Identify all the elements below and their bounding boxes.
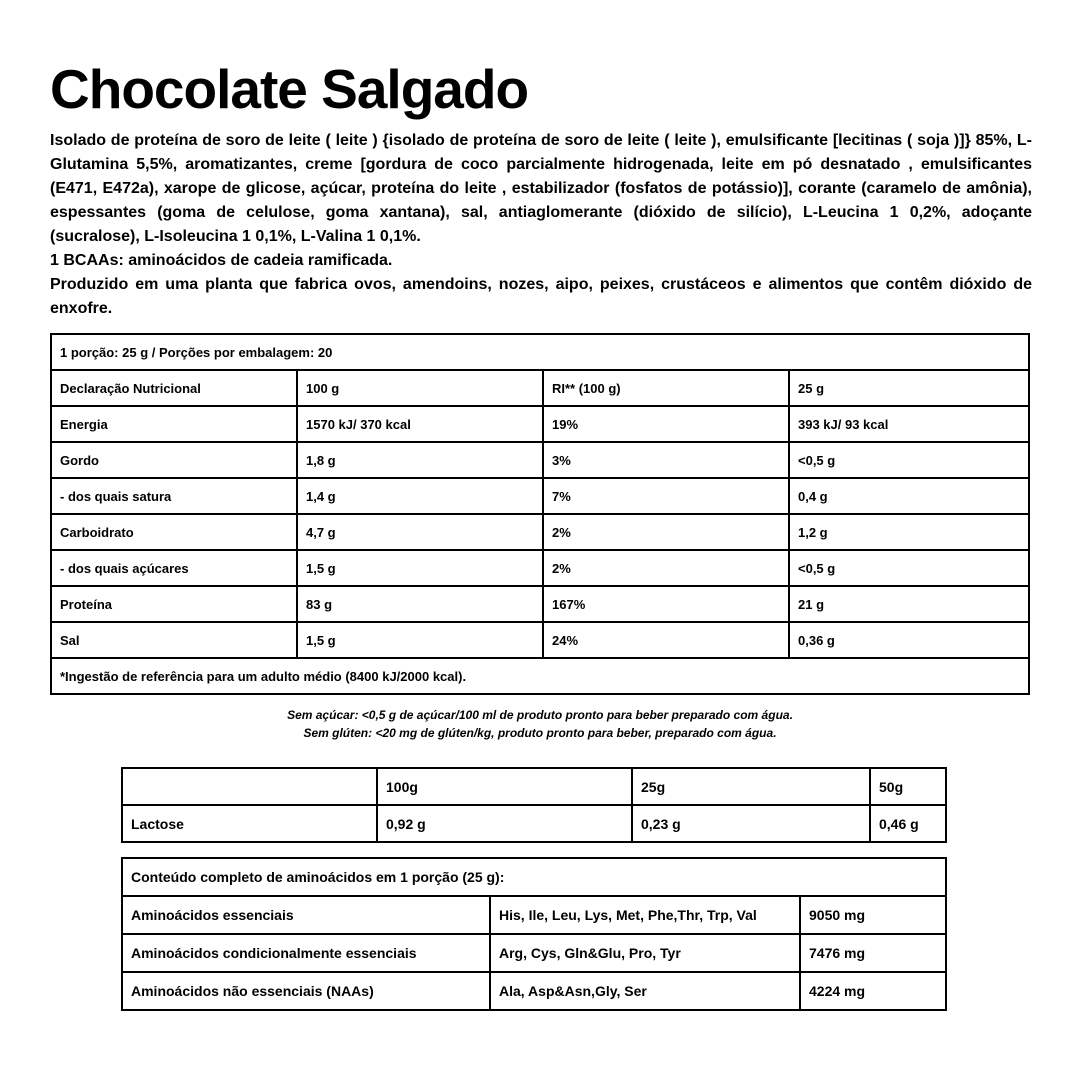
table-cell: <0,5 g: [789, 550, 1029, 586]
table-cell: 0,92 g: [377, 805, 632, 842]
table-header-row: [51, 370, 1029, 406]
column-header: 25g: [632, 768, 870, 805]
nutrition-table: [50, 333, 1030, 695]
serving-info: 1 porção: 25 g / Porções por embalagem: 20: [51, 334, 1029, 370]
table-cell: Proteína: [51, 586, 297, 622]
table-cell: 1,5 g: [297, 622, 543, 658]
table-cell: 2%: [543, 514, 789, 550]
table-row: [122, 805, 946, 842]
table-cell: 0,4 g: [789, 478, 1029, 514]
bcaa-note: 1 BCAAs: aminoácidos de cadeia ramificada.: [50, 252, 393, 269]
table-cell: 21 g: [789, 586, 1029, 622]
table-row: [51, 586, 1029, 622]
sugar-free-note: Sem açúcar: <0,5 g de açúcar/100 ml de produto pronto para beber preparado com água.: [287, 708, 793, 722]
table-cell: Aminoácidos não essenciais (NAAs): [122, 972, 490, 1010]
table-row: [122, 972, 946, 1010]
table-cell: 1,5 g: [297, 550, 543, 586]
table-cell: Ala, Asp&Asn,Gly, Ser: [490, 972, 800, 1010]
table-row: [51, 550, 1029, 586]
table-cell: 7%: [543, 478, 789, 514]
table-row: [51, 622, 1029, 658]
table-cell: Sal: [51, 622, 297, 658]
table-cell: 19%: [543, 406, 789, 442]
lactose-table: [121, 767, 947, 843]
reference-intake-note: *Ingestão de referência para um adulto médio (8400 kJ/2000 kcal).: [51, 658, 1029, 694]
product-title: Chocolate Salgado: [50, 58, 529, 120]
table-cell: 7476 mg: [800, 934, 946, 972]
allergen-note: Produzido em uma planta que fabrica ovos, amendoins, nozes, aipo, peixes, crustáceos e alimentos que contêm dióxido de enxofre.: [50, 276, 1032, 317]
column-header: 50g: [870, 768, 946, 805]
ingredients-list: Isolado de proteína de soro de leite ( leite ) {isolado de proteína de soro de leite ( leite ), emulsificante [lecitinas ( soja )]} 85%, L-Glutamina 5,5%, aromatizantes, creme [gordura de coco parcialmente hidrogenada, leite em pó desnatado , emulsificantes (E471, E472a), xarope de glicose, açúcar, proteína do leite , estabilizador (fosfatos de potássio)], corante (caramelo de amônia), espessantes (goma de celulose, goma xantana), sal, antiaglomerante (dióxido de silício), L-Leucina 1 0,2%, adoçante (sucralose), L-Isoleucina 1 0,1%, L-Valina 1 0,1%.: [50, 132, 1032, 245]
table-cell: - dos quais satura: [51, 478, 297, 514]
table-row: [51, 406, 1029, 442]
table-cell: 1,8 g: [297, 442, 543, 478]
table-cell: 0,23 g: [632, 805, 870, 842]
column-header: Declaração Nutricional: [51, 370, 297, 406]
table-cell: 393 kJ/ 93 kcal: [789, 406, 1029, 442]
gluten-free-note: Sem glúten: <20 mg de glúten/kg, produto pronto para beber, preparado com água.: [303, 726, 777, 740]
table-cell: <0,5 g: [789, 442, 1029, 478]
table-cell: 0,36 g: [789, 622, 1029, 658]
column-header: 25 g: [789, 370, 1029, 406]
table-cell: Energia: [51, 406, 297, 442]
amino-table-header: Conteúdo completo de aminoácidos em 1 porção (25 g):: [122, 858, 946, 896]
table-cell: - dos quais açúcares: [51, 550, 297, 586]
amino-acid-table: [121, 857, 947, 1011]
table-row: [51, 658, 1029, 694]
table-cell: His, Ile, Leu, Lys, Met, Phe,Thr, Trp, Val: [490, 896, 800, 934]
table-cell: 1,4 g: [297, 478, 543, 514]
table-cell: Lactose: [122, 805, 377, 842]
ingredients-block: [50, 129, 1032, 321]
table-row: [122, 934, 946, 972]
table-cell: 4,7 g: [297, 514, 543, 550]
table-cell: 4224 mg: [800, 972, 946, 1010]
table-cell: 3%: [543, 442, 789, 478]
table-cell: Gordo: [51, 442, 297, 478]
table-cell: 2%: [543, 550, 789, 586]
table-cell: Aminoácidos essenciais: [122, 896, 490, 934]
table-row: [122, 896, 946, 934]
table-row: [51, 442, 1029, 478]
dietary-notes: [0, 706, 1080, 742]
table-row: [51, 334, 1029, 370]
column-header: 100g: [377, 768, 632, 805]
table-row: [122, 858, 946, 896]
table-cell: Carboidrato: [51, 514, 297, 550]
column-header: 100 g: [297, 370, 543, 406]
table-header-row: [122, 768, 946, 805]
table-row: [51, 514, 1029, 550]
table-cell: 167%: [543, 586, 789, 622]
table-cell: 1,2 g: [789, 514, 1029, 550]
column-header: [122, 768, 377, 805]
table-cell: Aminoácidos condicionalmente essenciais: [122, 934, 490, 972]
table-cell: Arg, Cys, Gln&Glu, Pro, Tyr: [490, 934, 800, 972]
table-cell: 9050 mg: [800, 896, 946, 934]
table-cell: 83 g: [297, 586, 543, 622]
table-cell: 0,46 g: [870, 805, 946, 842]
table-cell: 24%: [543, 622, 789, 658]
table-cell: 1570 kJ/ 370 kcal: [297, 406, 543, 442]
column-header: RI** (100 g): [543, 370, 789, 406]
table-row: [51, 478, 1029, 514]
